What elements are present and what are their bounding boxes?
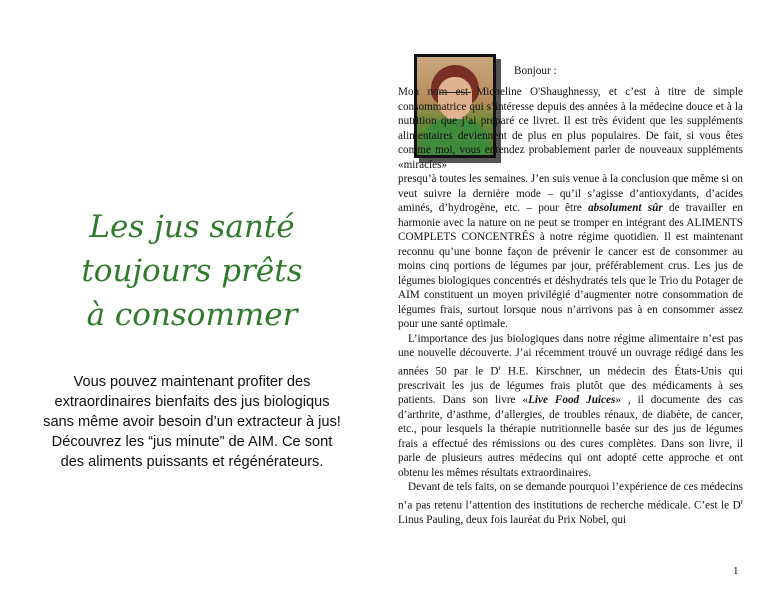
- title-line-2: toujours prêts: [81, 253, 303, 289]
- tagline: Vous pouvez maintenant profiter des extraordinaires bienfaits des jus biologiqus sans même avoir besoin d’un extracteur à jus! Découvrez les “jus minute” de AIM. Ce sont des aliments puissants et régénérateurs.: [43, 374, 341, 470]
- paragraph-1: presqu’à toutes les semaines. J’en suis venue à la conclusion que même si on veut suivre la dernière mode – qu’il s’agisse d’antioxydants, d’acides aminés, d’hydrogène, etc. – pour être absolument sûr de travailler en harmonie avec la nature on ne peut se tromper en intégrant des ALIMENTS COMPLETS CONCENTRÉS à notre régime quotidien. Il est maintenant reconnu qu’une bonne façon de prévenir le cancer est de consommer au moins cinq portions de légumes par jour, préférablement crus. Les jus de légumes biologiques concentrés et déshydratés tels que le Trio du Potager de AIM constituent un moyen privilégié d’augmenter notre consommation de légumes frais, surtout lorsque nous n’arrivons pas à en consommer assez pour une santé optimale.: [398, 173, 743, 330]
- greeting: Bonjour :: [514, 65, 557, 77]
- right-page: [398, 0, 743, 593]
- title-line-1: Les jus santé: [89, 209, 295, 245]
- title-line-3: à consommer: [86, 297, 298, 333]
- intro-paragraph: Mon nom est Micheline O'Shaughnessy, et c’est à titre de simple consommatrice qui s’intéresse depuis des années à la médecine douce et à la nutrition que j’ai préparé ce livret. Il est très évident que les suppléments alimentaires deviennent de plus en plus populaires. De fait, si vous êtes comme moi, vous entendez probablement parler de nouveaux suppléments «miracles»: [398, 86, 743, 171]
- book-title: Live Food Juices: [528, 394, 616, 407]
- letter-body: [398, 85, 743, 527]
- page-number: 1: [733, 565, 739, 577]
- emphasis-text: absolument sûr: [588, 202, 663, 214]
- paragraph-3: Devant de tels faits, on se demande pourquoi l’expérience de ces médecins n’a pas retenu l’attention des institutions de recherche médicale. C’est le $D^r$ Linus Pauling, deux fois lauréat du Prix Nobel, qui: [398, 481, 743, 526]
- brochure-title: [0, 205, 384, 337]
- paragraph-2: L’importance des jus biologiques dans notre régime alimentaire n’est pas une nouvelle découverte. J’ai récemment trouvé un ouvrage rédigé dans les années 50 par le $D^r$ H.E. Kirschner, un médecin des États-Unis qui prescrivait les jus de légumes frais plutôt que des médicaments à ses patients. Dans son livre «Live Food Juices» , il documente des cas d’arthrite, d’asthme, d’allergies, de troubles rénaux, de diabète, de cancer, etc., pour lesquels la thérapie nutritionnelle basée sur des jus de légumes frais a effectué des rémissions ou des cures complètes. Dans son livre, il parle de plusieurs autres médecins qui ont adopté cette approche et ont obtenu les mêmes résultats extraordinaires.: [398, 332, 743, 479]
